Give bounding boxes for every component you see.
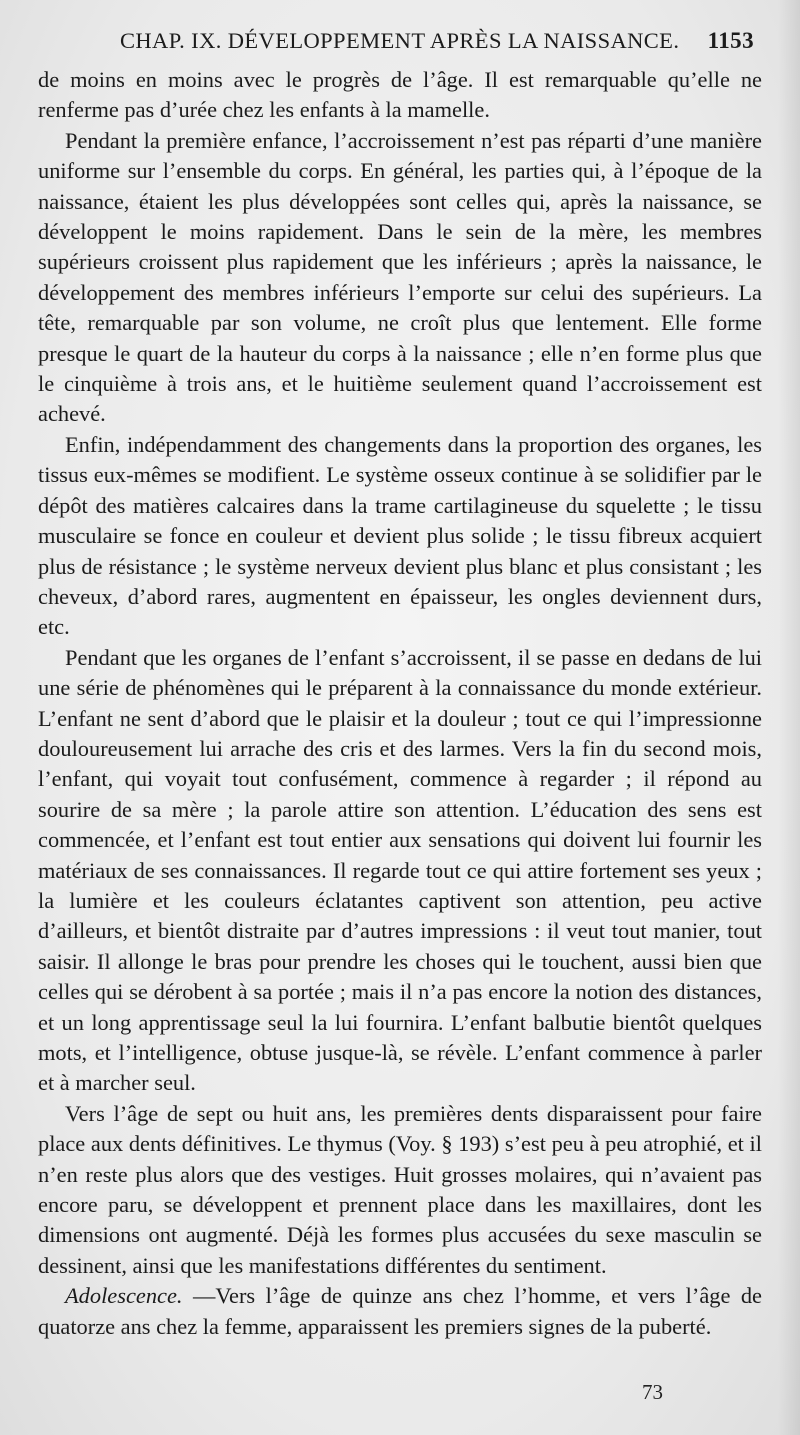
running-header [38,28,762,62]
paragraph-early-childhood-growth: Pendant la première enfance, l’accroissement n’est pas réparti d’une manière uniforme sur l’ensemble du corps. En général, les parties qui, à l’époque de la naissance, étaient les plus développées sont celles qui, après la naissance, se développent le moins rapidement. Dans le sein de la mère, les membres supérieurs croissent plus rapidement que les inférieurs ; après la naissance, le développement des membres inférieurs l’emporte sur celui des supérieurs. La tête, remarquable par son volume, ne croît plus que lentement. Elle forme presque le quart de la hauteur du corps à la naissance ; elle n’en forme plus que le cinquième à trois ans, et le huitième seulement quand l’accroissement est achevé. [38,127,762,427]
paragraph-adolescence [38,1281,762,1342]
paragraph-seven-years: Vers l’âge de sept ou huit ans, les premières dents disparaissent pour faire place aux dents définitives. Le thymus (Voy. § 193) s’est peu à peu atrophié, et il n’en reste plus alors que des vestiges. Huit grosses molaires, qui n’avaient pas encore paru, se développent et prennent place dans les maxillaires, dont les dimensions ont augmenté. Déjà les formes plus accusées du sexe masculin se dessinent, ainsi que les manifestations différentes du sentiment. [38,1100,762,1278]
adolescence-heading: Adolescence. [65,1283,183,1309]
signature-mark: 73 [642,1380,663,1404]
adolescence-text: —Vers l’âge de quinze ans chez l’homme, et vers l’âge de quatorze ans chez la femme, apparaissent les premiers signes de la puberté. [38,1283,762,1339]
paragraph-sensory-development: Pendant que les organes de l’enfant s’accroissent, il se passe en dedans de lui une série de phénomènes qui le préparent à la connaissance du monde extérieur. L’enfant ne sent d’abord que le plaisir et la douleur ; tout ce qui l’impressionne douloureusement lui arrache des cris et des larmes. Vers la fin du second mois, l’enfant, qui voyait tout confusément, commence à regarder ; il répond au sourire de sa mère ; la parole attire son attention. L’éducation des sens est commencée, et l’enfant est tout entier aux sensations qui doivent lui fournir les matériaux de ses connaissances. Il regarde tout ce qui attire fortement ses yeux ; la lumière et les couleurs éclatantes captivent son attention, peu active d’ailleurs, et bientôt distraite par d’autres impressions : il veut tout manier, tout saisir. Il allonge le bras pour prendre les choses qui le touchent, aussi bien que celles qui se dérobent à sa portée ; mais il n’a pas encore la notion des distances, et un long apprentissage seul la lui fournira. L’enfant balbutie bientôt quelques mots, et l’intelligence, obtuse jusque-là, se révèle. L’enfant commence à parler et à marcher seul. [38,644,762,1096]
page-edge-shadow [778,0,800,1435]
page-number: 1153 [707,28,754,53]
body-text [38,65,762,1342]
paragraph-continuation: de moins en moins avec le progrès de l’âge. Il est remarquable qu’elle ne renferme pas d’urée chez les enfants à la mamelle. [38,67,762,123]
paragraph-tissue-changes: Enfin, indépendamment des changements dans la proportion des organes, les tissus eux-mêmes se modifient. Le système osseux continue à se solidifier par le dépôt des matières calcaires dans la trame cartilagineuse du squelette ; le tissu musculaire se fonce en couleur et devient plus solide ; le tissu fibreux acquiert plus de résistance ; le système nerveux devient plus blanc et plus consistant ; les cheveux, d’abord rares, augmentent en épaisseur, les ongles deviennent durs, etc. [38,431,762,640]
running-title: CHAP. IX. DÉVELOPPEMENT APRÈS LA NAISSANCE. [120,28,680,53]
